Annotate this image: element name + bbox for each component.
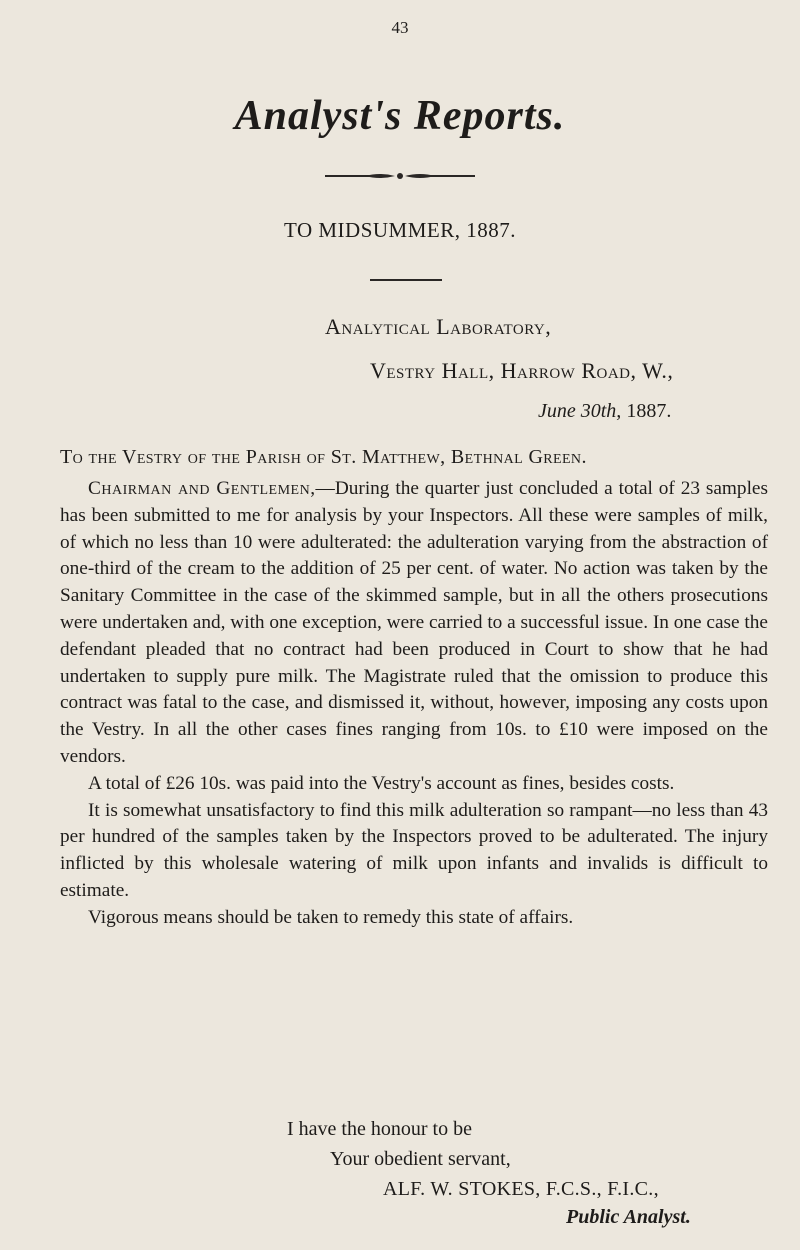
section-rule bbox=[370, 279, 442, 281]
page-title: Analyst's Reports. bbox=[234, 93, 566, 139]
paragraph: Vigorous means should be taken to remedy this state of affairs. bbox=[88, 906, 574, 928]
paragraph-text: —During the quarter just concluded a total of 23 samples has been submitted to me for analysis by your Inspectors. All these were samples of milk, of which no less than 10 were adulterated: the adulteration varying from the abstraction of one-third of the cream to the addition of 25 per cent. of water. No action was taken by the Sanitary Committee in the case of the skimmed sample, but in all the others prosecutions were undertaken and, with one exception, were carried to a successful issue. In one case the defendant pleaded that no contract had been produced in Court to show that he had undertaken to supply pure milk. The Magistrate ruled that the omission to produce this contract was fatal to the case, and dismissed it, without, however, imposing any costs upon the Vestry. In all the other cases fines ranging from 10s. to £10 were imposed on the vendors. bbox=[60, 478, 768, 767]
signature: ALF. W. STOKES, F.C.S., F.I.C., bbox=[383, 1178, 659, 1200]
addressee: To the Vestry of the Parish of St. Matthew, Bethnal Green. bbox=[60, 446, 587, 468]
salutation: Chairman and Gentlemen, bbox=[88, 478, 316, 499]
letter-body bbox=[60, 476, 768, 932]
ornament-divider bbox=[0, 168, 800, 186]
closing-line-2: Your obedient servant, bbox=[330, 1148, 511, 1170]
address-line-2: Vestry Hall, Harrow Road, W., bbox=[370, 358, 674, 383]
page-number: 43 bbox=[391, 18, 409, 37]
paragraph: It is somewhat unsatisfactory to find this milk adulteration so rampant—no less than 43 per hundred of the samples taken by the Inspectors proved to be adulterated. The injury inflicted by this wholesale watering of milk upon infants and invalids is difficult to estimate. bbox=[60, 799, 768, 901]
signature-title: Public Analyst. bbox=[566, 1206, 691, 1228]
paragraph: A total of £26 10s. was paid into the Vestry's account as fines, besides costs. bbox=[88, 772, 675, 794]
date-day: June 30th, bbox=[538, 400, 622, 422]
closing-line-1: I have the honour to be bbox=[287, 1118, 472, 1140]
date-year: 1887. bbox=[621, 400, 672, 422]
address-date bbox=[538, 400, 671, 423]
address-line-1: Analytical Laboratory, bbox=[325, 314, 552, 339]
paragraph bbox=[60, 476, 768, 771]
report-period: TO MIDSUMMER, 1887. bbox=[284, 218, 516, 242]
